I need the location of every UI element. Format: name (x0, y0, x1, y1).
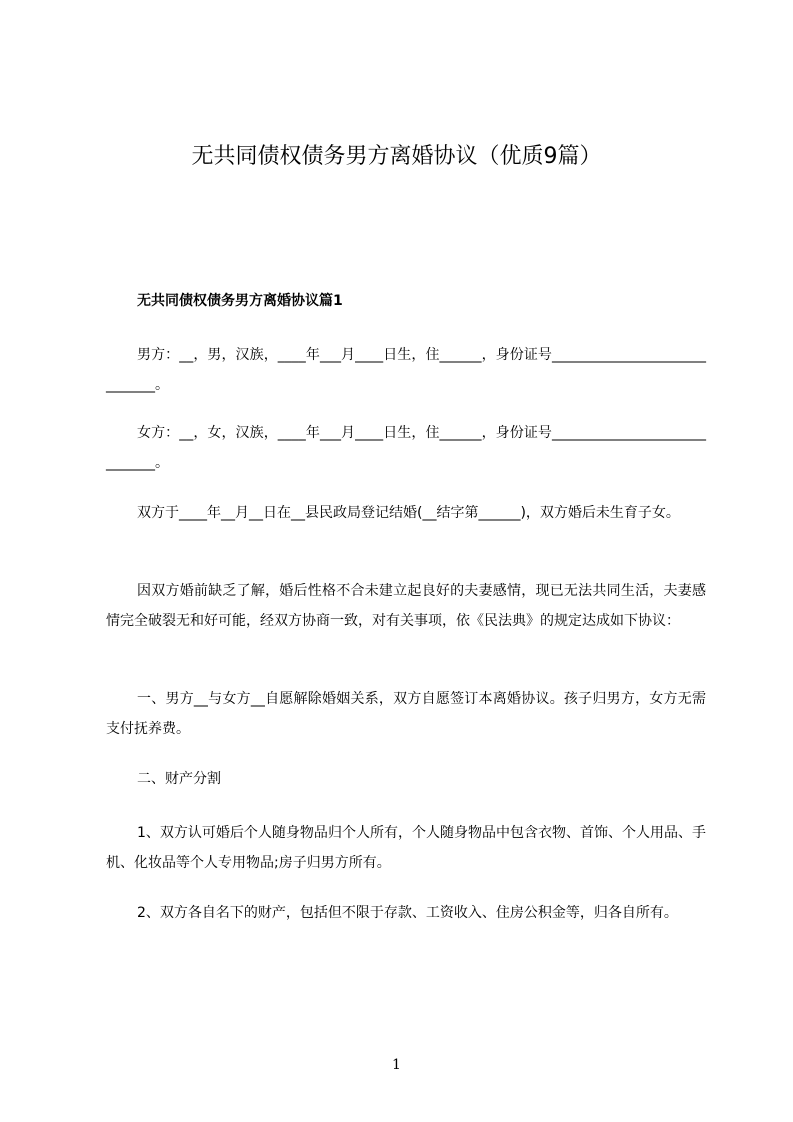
document-title: 无共同债权债务男方离婚协议（优质9篇） (191, 144, 602, 169)
paragraph-wife-info: 女方：__，女，汉族，____年___月____日生，住______，身份证号_____________________________。 (106, 425, 706, 471)
section-heading: 无共同债权债务男方离婚协议篇1 (137, 293, 343, 309)
page-number: 1 (392, 1057, 401, 1073)
paragraph-clause-two-heading: 二、财产分割 (137, 771, 221, 787)
paragraph-divorce-reason: 因双方婚前缺乏了解，婚后性格不合未建立起良好的夫妻感情，现已无法共同生活，夫妻感情完全破裂无和好可能，经双方协商一致，对有关事项，依《民法典》的规定达成如下协议： (106, 583, 706, 629)
paragraph-clause-one: 一、男方__与女方__自愿解除婚姻关系，双方自愿签订本离婚协议。孩子归男方，女方无需支付抚养费。 (106, 691, 706, 737)
paragraph-marriage-registration: 双方于____年__月__日在__县民政局登记结婚(__结字第______)，双方婚后未生育子女。 (137, 505, 680, 521)
paragraph-property-item-one: 1、双方认可婚后个人随身物品归个人所有，个人随身物品中包含衣物、首饰、个人用品、手机、化妆品等个人专用物品;房子归男方所有。 (106, 825, 706, 871)
paragraph-property-item-two: 2、双方各自名下的财产，包括但不限于存款、工资收入、住房公积金等，归各自所有。 (137, 905, 678, 921)
paragraph-husband-info: 男方：__，男，汉族，____年___月____日生，住______，身份证号_____________________________。 (106, 347, 706, 393)
